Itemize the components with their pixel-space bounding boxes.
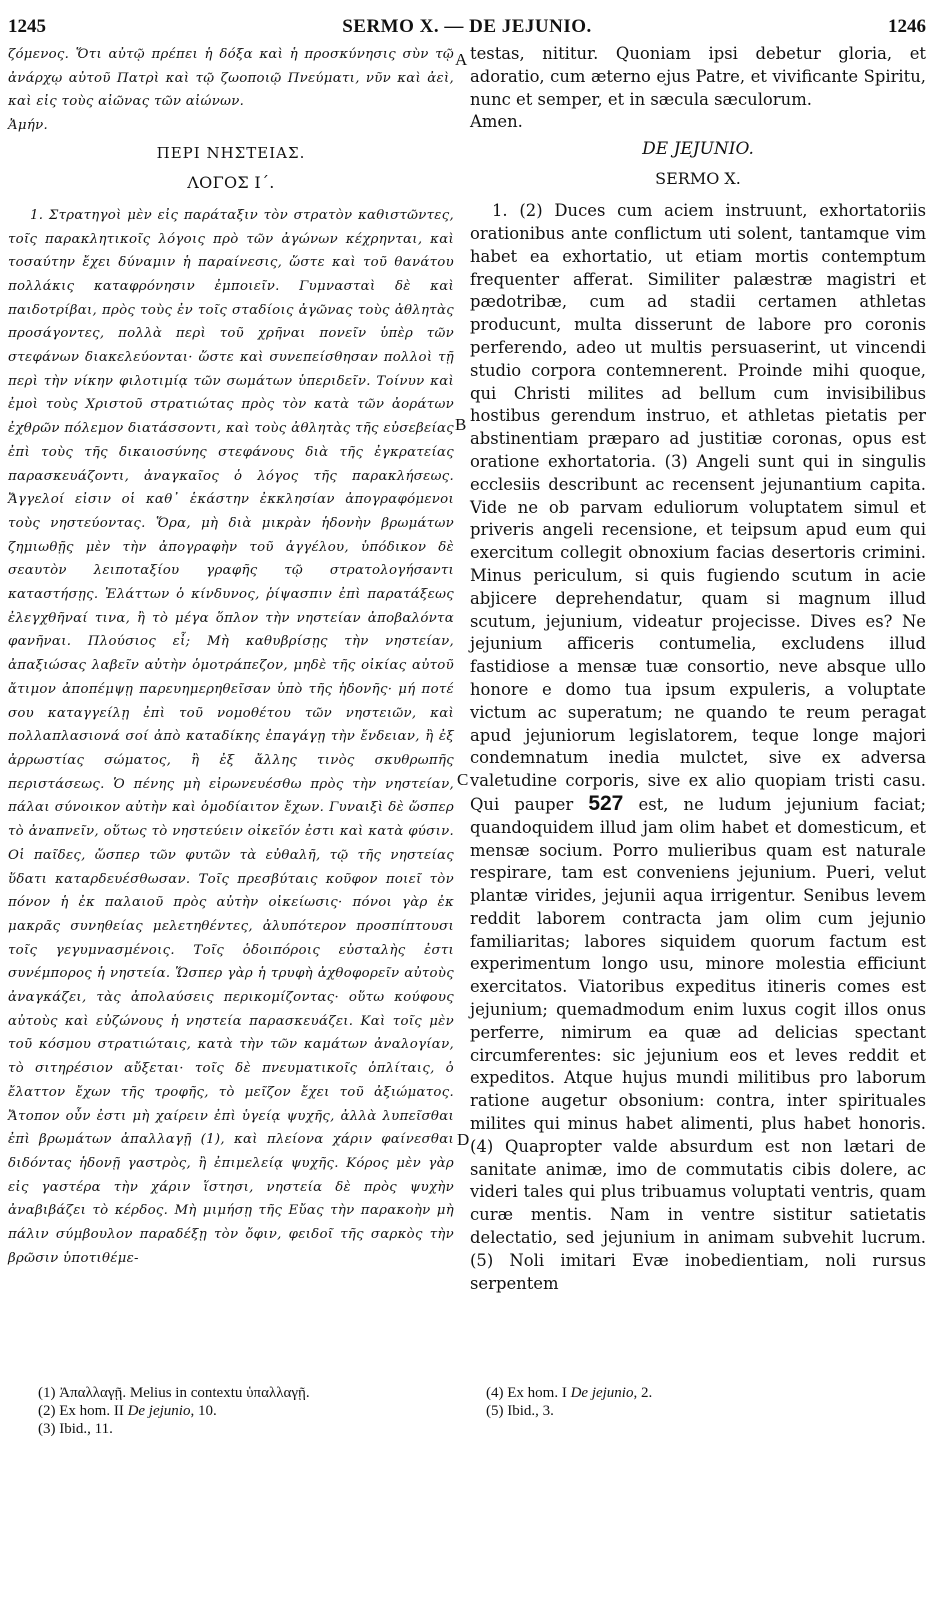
latin-body-part-a: 1. (2) Duces cum aciem instruunt, exhortatoriis orationibus ante conflictum uti solent, tantamque vim habet ea exhortatio, ut etiam mortis contemptum frequenter afferat. Similiter palæstræ magistri et pædotribæ, cum ad stadii certamen athletas producunt, multa disserunt de labore pro coronis perferendo, adeo ut multis persuaserint, ut vincendi studio corpora contemnerent. Proinde mihi quoque, qui Christi milites ad bellum cum invisibilibus hostibus gerendum instruo, et athletas pietatis per abstinentiam præparo ad justitiæ coronas, opus est oratione exhortatoria. (3) Angeli sunt qui in singulis ecclesiis describunt ac recensent jejunantium capita. Vide ne ob parvam eduliorum voluptatem simul et priveris angeli recensione, et teipsum apud eum qui exercitum collegit obnoxium facias desertoris crimini. Minus periculum, si quis fugiendo scutum in acie abjicere deprehendatur, quam si magnum illud scutum, jejunium, videatur projecisse. Dives es? Ne jejunium afficeris contumelia, excludens illud fastidiose a mensæ tuæ consortio, neve absque ullo honore e domo tua ipsum expuleris, a voluptate victum ac superatum; ne quando te reum peragat apud jejuniorum legislatorem, teque longe majori condemnatum inedia mulctet, sive ex adversa valetudine corporis, sive ex alio quopiam tristi casu. Qui pauper — [470, 201, 926, 814]
latin-amen: Amen. — [470, 112, 523, 132]
greek-title: ΠΕΡΙ ΝΗΣΤΕΙΑΣ. — [156, 143, 306, 162]
page-number-right: 1246 — [888, 16, 926, 37]
latin-body-part-b: est, ne ludum jejunium faciat; quandoquidem illud jam olim habet et domesticum, et mensæ socium. Porro mulieribus quam est naturale respirare, tam est conveniens jejunium. Pueri, velut plantæ virides, jejunii aqua irrigentur. Senibus levem reddit laborem contracta jam olim cum jejunio familiaritas; labores siquidem quorum factum est experimentum longo usu, minore molestia efficiunt exercitatos. Viatoribus expeditus itineris comes est jejunium; quemadmodum enim luxus cogit illos onus perferre, nimirum ea quæ ad delicias spectant circumferentes: sic jejunium eos et leves reddit et expeditos. Atque hujus mundi militibus pro laborum ratione augetur obsonium: contra, inter spirituales milites qui minus habet alimenti, plus habet honoris. (4) Quapropter valde absurdum est non lætari de sanitate animæ, imo de commutatis cibis dolere, ac videri tales qui plus tribuamus voluptati ventris, quam curæ mentis. Nam in ventre sistitur satietatis delectatio, sed jejunium in animam subvehit lucrum. (5) Noli imitari Evæ inobedientiam, noli rursus serpentem — [470, 794, 926, 1293]
footnotes-left — [38, 1384, 458, 1438]
page-header — [8, 10, 926, 40]
latin-column — [470, 43, 926, 1295]
margin-letter-b: B — [455, 415, 467, 434]
latin-intro: testas, nititur. Quoniam ipsi debetur gloria, et adoratio, cum æterno ejus Patre, et vivificante Spiritu, nunc et semper, et in sæcula sæculorum. — [470, 44, 926, 109]
greek-body: 1. Στρατηγοὶ μὲν εἰς παράταξιν τὸν στρατὸν καθιστῶντες, τοῖς παρακλητικοῖς λόγοις πρὸ τῶν ἀγώνων κέχρηνται, καὶ τοσαύτην ἔχει δύναμιν ἡ παραίνεσις, ὥστε καὶ τοῦ θανάτου πολλάκις καταφρόνησιν ἐμποιεῖν. Γυμνασταὶ δὲ καὶ παιδοτρίβαι, πρὸς τοὺς ἐν τοῖς σταδίοις ἀγῶνας τοὺς ἀθλητὰς προσάγοντες, πολλὰ περὶ τοῦ χρῆναι πονεῖν ὑπὲρ τῶν στεφάνων διακελεύονται· ὥστε καὶ συνεπείσθησαν πολλοὶ τῇ περὶ τὴν νίκην φιλοτιμίᾳ τῶν σωμάτων ὑπεριδεῖν. Τοίνυν καὶ ἐμοὶ τοὺς Χριστοῦ στρατιώτας πρὸς τὸν κατὰ τῶν ἀοράτων ἐχθρῶν πόλεμον διατάσσοντι, καὶ τοὺς ἀθλητὰς τῆς εὐσεβείας ἐπὶ τοὺς τῆς δικαιοσύνης στεφάνους διὰ τῆς ἐγκρατείας παρασκευάζοντι, ἀναγκαῖος ὁ λόγος τῆς παρακλήσεως. Ἄγγελοί εἰσιν οἱ καθ᾽ ἑκάστην ἐκκλησίαν ἀπογραφόμενοι τοὺς νηστεύοντας. Ὅρα, μὴ διὰ μικρὰν ἡδονὴν βρωμάτων ζημιωθῇς μὲν τὴν ἀπογραφὴν τοῦ ἀγγέλου, ὑπόδικον δὲ σεαυτὸν λειποταξίου γραφῆς τῷ στρατολογήσαντι καταστήσῃς. Ἐλάττων ὁ κίνδυνος, ῥίψασπιν ἐπὶ παρατάξεως ἐλεγχθῆναί τινα, ἢ τὸ μέγα ὅπλον τὴν νηστείαν ἀποβαλόντα φανῆναι. Πλούσιος εἶ; Μὴ καθυβρίσῃς τὴν νηστείαν, ἀπαξιώσας λαβεῖν αὐτὴν ὁμοτράπεζον, μηδὲ τῆς οἰκίας αὐτοῦ ἄτιμον ἀποπέμψῃ παρευημερηθεῖσαν ὑπὸ τῆς ἡδονῆς· μή ποτέ σου καταγγείλῃ ἐπὶ τοῦ νομοθέτου τῶν νηστειῶν, καὶ πολλαπλασιονά σοί ἀπὸ καταδίκης ἐπαγάγῃ τὴν ἔνδειαν, ἢ ἐξ ἀρρωστίας σώματος, ἢ ἐξ ἄλλης τινὸς σκυθρωπῆς περιστάσεως. Ὁ πένης μὴ εἰρωνευέσθω πρὸς τὴν νηστείαν, πάλαι σύνοικον αὐτὴν καὶ ὁμοδίαιτον ἔχων. Γυναιξὶ δὲ ὥσπερ τὸ ἀναπνεῖν, οὕτως τὸ νηστεύειν οἰκεῖόν ἐστι καὶ κατὰ φύσιν. Οἱ παῖδες, ὥσπερ τῶν φυτῶν τὰ εὐθαλῆ, τῷ τῆς νηστείας ὕδατι καταρδευέσθωσαν. Τοῖς πρεσβύταις κοῦφον ποιεῖ τὸν πόνον ἡ ἐκ παλαιοῦ πρὸς αὐτὴν οἰκείωσις· πόνοι γὰρ ἐκ μακρᾶς συνηθείας μελετηθέντες, ἀλυπότερον προσπίπτουσι τοῖς γεγυμνασμένοις. Τοῖς ὁδοιπόροις εὐσταλὴς ἐστι συνέμπορος ἡ νηστεία. Ὥσπερ γὰρ ἡ τρυφὴ ἀχθοφορεῖν αὐτοὺς ἀναγκάζει, τὰς ἀπολαύσεις περικομίζοντας· οὕτω κούφους αὐτοὺς καὶ εὐζώνους ἡ νηστεία παρασκευάζει. Καὶ τοῖς μὲν τοῦ κόσμου στρατιώταις, κατὰ τὴν τῶν καμάτων ἀναλογίαν, τὸ σιτηρέσιον αὔξεται· τοῖς δὲ πνευματικοῖς ὁπλίταις, ὁ ἔλαττον ἔχων τῆς τροφῆς, τὸ μεῖζον ἔχει τοῦ ἀξιώματος. Ἄτοπον οὖν ἐστι μὴ χαίρειν ἐπὶ ὑγείᾳ ψυχῆς, ἀλλὰ λυπεῖσθαι ἐπὶ βρωμάτων ἀπαλλαγῇ (1), καὶ πλείονα χάριν φαίνεσθαι διδόντας ἡδονῇ γαστρὸς, ἢ ἐπιμελείᾳ ψυχῆς. Κόρος μὲν γὰρ εἰς γαστέρα τὴν χάριν ἵστησι, νηστεία δὲ πρὸς ψυχὴν ἀναβιβάζει τὸ κέρδος. Μὴ μιμήσῃ τῆς Εὔας τὴν παρακοὴν μὴ πάλιν σύμβουλον παραδέξῃ τὸν ὄφιν, φειδοῖ τῆς σαρκὸς τὴν βρῶσιν ὑποτιθέμε- — [8, 207, 454, 1266]
margin-letter-d: D — [457, 1130, 470, 1149]
margin-letter-a: A — [455, 50, 468, 69]
greek-intro: ζόμενος. Ὅτι αὐτῷ πρέπει ἡ δόξα καὶ ἡ προσκύνησις σὺν τῷ ἀνάρχῳ αὐτοῦ Πατρὶ καὶ τῷ ζωοποιῷ Πνεύματι, νῦν καὶ ἀεὶ, καὶ εἰς τοὺς αἰῶνας τῶν αἰώνων. — [8, 47, 454, 110]
footnotes-right — [486, 1384, 906, 1420]
column-number: 527 — [588, 791, 624, 815]
footnote: (5) Ibid., 3. — [486, 1403, 554, 1419]
footnote: (3) Ibid., 11. — [38, 1421, 113, 1437]
running-title: SERMO X. — DE JEJUNIO. — [342, 16, 592, 37]
greek-column — [8, 43, 454, 1270]
latin-title: DE JEJUNIO. — [642, 139, 754, 160]
page-number-left: 1245 — [8, 16, 46, 37]
latin-subtitle: SERMO X. — [655, 169, 741, 189]
latin-body — [470, 200, 926, 1295]
greek-amen: Ἀμήν. — [8, 118, 49, 134]
margin-letter-c: C — [457, 770, 469, 789]
greek-subtitle: ΛΟΓΟΣ Ι΄. — [187, 172, 275, 192]
footnote: (1) Ἀπαλλαγῇ. Melius in contextu ὑπαλλαγῇ. — [38, 1385, 310, 1401]
footnote: (2) Ex hom. II De jejunio, 10. — [38, 1403, 217, 1419]
footnote: (4) Ex hom. I De jejunio, 2. — [486, 1385, 653, 1401]
